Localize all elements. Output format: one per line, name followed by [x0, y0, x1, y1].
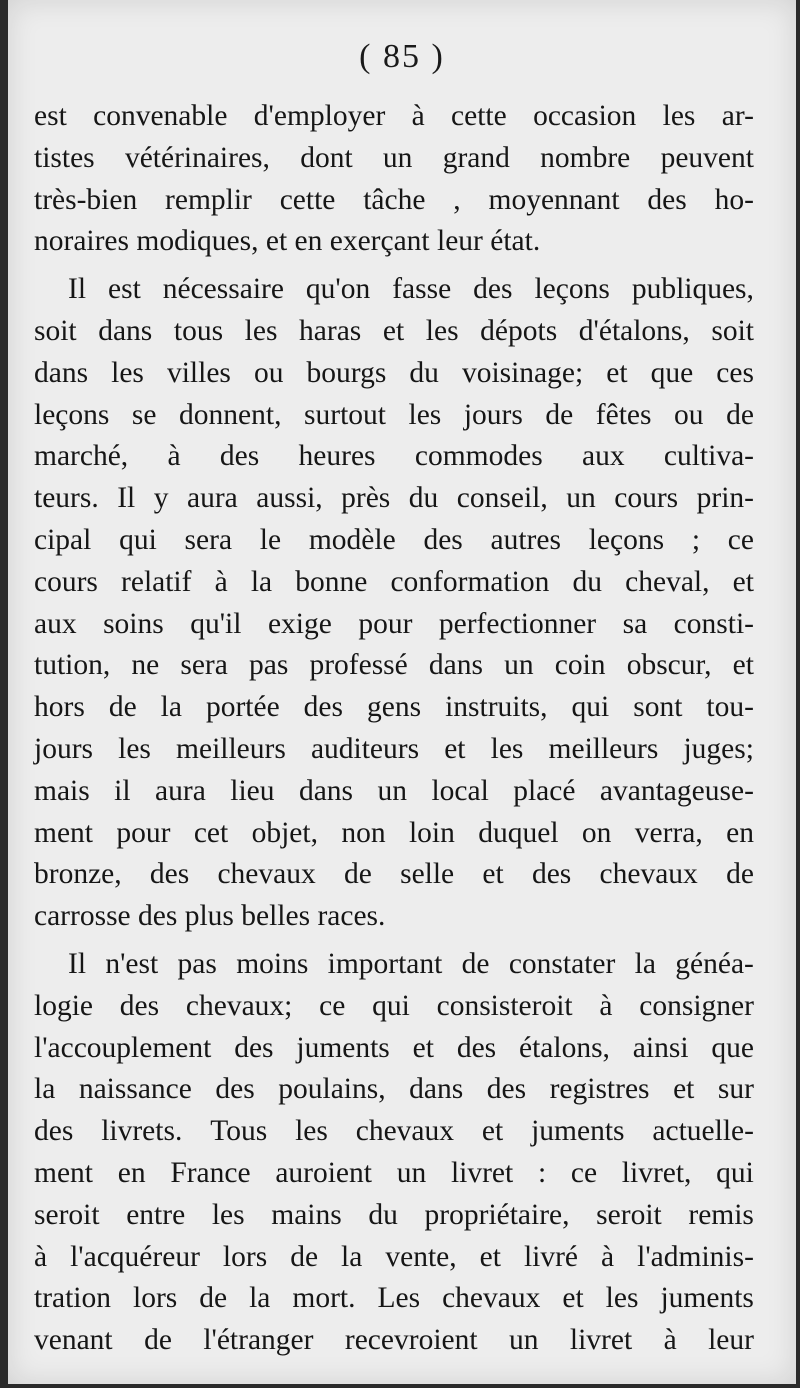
- word: les: [111, 356, 144, 389]
- word: de: [461, 947, 490, 980]
- word: est: [108, 273, 141, 306]
- word: nombre: [540, 141, 631, 174]
- text-line: carrosse des plus belles races.: [34, 900, 386, 933]
- word: des: [303, 691, 343, 724]
- word: marché,: [34, 440, 129, 473]
- word: les: [118, 732, 151, 765]
- word: les: [295, 1115, 328, 1148]
- text-line: [34, 944, 754, 986]
- word: hors: [34, 691, 85, 724]
- word: tâche: [363, 183, 426, 216]
- word: occasion: [533, 100, 637, 132]
- word: voisinage;: [461, 356, 584, 389]
- word: non: [341, 816, 386, 849]
- word: soit: [34, 314, 77, 347]
- word: ho-: [714, 183, 754, 216]
- word: Il: [117, 482, 136, 515]
- word: du: [368, 1198, 398, 1231]
- word: grand: [442, 141, 510, 174]
- word: portée: [205, 691, 280, 724]
- text-line: [34, 1237, 754, 1279]
- word: étalons,: [519, 1031, 610, 1064]
- word: et: [479, 1240, 501, 1273]
- word: le: [259, 523, 282, 556]
- word: mais: [34, 774, 90, 807]
- text-line: [34, 604, 754, 646]
- word: en: [726, 816, 754, 849]
- word: l'adminis-: [637, 1240, 754, 1273]
- word: jours: [463, 398, 523, 431]
- word: juments: [660, 1282, 754, 1315]
- word: lieu: [230, 774, 275, 807]
- word: villes: [166, 356, 231, 389]
- word: un: [508, 1324, 539, 1357]
- word: objet,: [251, 816, 318, 849]
- word: propriétaire,: [424, 1198, 570, 1231]
- word: placé: [513, 774, 576, 807]
- text-line: [34, 395, 754, 437]
- word: remplir: [165, 183, 252, 216]
- word: naissance: [78, 1073, 192, 1106]
- word: des: [456, 1031, 497, 1064]
- word: ce: [319, 989, 346, 1022]
- word: un: [382, 141, 413, 174]
- word: heures: [298, 440, 376, 473]
- word: aura: [187, 482, 238, 515]
- word: seroit: [34, 1198, 100, 1231]
- word: et: [482, 858, 504, 891]
- word: aux: [581, 440, 625, 473]
- word: vétérinaires,: [124, 141, 270, 174]
- word: des: [34, 1115, 74, 1148]
- word: entre: [126, 1198, 186, 1231]
- word: qui: [119, 523, 157, 556]
- word: selle: [400, 858, 455, 891]
- word: du: [572, 565, 603, 598]
- word: ou: [253, 356, 284, 389]
- text-line: [34, 180, 754, 222]
- word: juges;: [683, 732, 754, 765]
- word: de: [108, 691, 137, 724]
- word: du: [409, 356, 439, 389]
- word: dans: [298, 774, 354, 807]
- word: bonne: [295, 565, 368, 598]
- word: n'est: [105, 947, 159, 980]
- word: un: [396, 1156, 427, 1189]
- word: l'acquéreur: [70, 1240, 200, 1273]
- word: des: [219, 440, 260, 473]
- word: du: [408, 482, 439, 515]
- word: et: [444, 732, 466, 765]
- word: dans: [428, 649, 483, 682]
- word: France: [170, 1156, 251, 1189]
- word: meilleurs: [548, 732, 659, 765]
- word: mort.: [292, 1282, 356, 1315]
- word: les: [408, 398, 442, 431]
- word: consti-: [673, 607, 754, 640]
- text-line: [34, 478, 754, 520]
- word: se: [131, 398, 157, 431]
- word: des: [647, 183, 687, 216]
- word: prin-: [696, 482, 754, 515]
- text-line: [34, 1320, 754, 1362]
- word: ces: [716, 356, 754, 389]
- text-line: [34, 687, 754, 729]
- word: aussi,: [256, 482, 323, 515]
- word: dans: [409, 1073, 464, 1106]
- word: donnent,: [179, 398, 282, 431]
- word: fasse: [392, 273, 452, 306]
- word: livret: [450, 1156, 514, 1189]
- word: teurs.: [34, 482, 99, 515]
- word: venant: [34, 1324, 113, 1357]
- word: auroient: [275, 1156, 372, 1189]
- word: bourgs: [306, 356, 387, 389]
- word: remis: [688, 1198, 754, 1231]
- word: cette: [279, 183, 336, 216]
- word: soit: [711, 314, 754, 347]
- word: verra,: [634, 816, 703, 849]
- word: lors: [222, 1240, 268, 1273]
- text-line: [34, 1153, 754, 1195]
- word: recevroient: [344, 1324, 478, 1357]
- word: un: [504, 649, 534, 682]
- word: chevaux: [442, 1282, 541, 1315]
- word: à: [34, 1240, 48, 1273]
- word: tous: [173, 314, 224, 347]
- word: livret: [569, 1324, 633, 1357]
- word: dans: [34, 356, 89, 389]
- word: la: [250, 565, 273, 598]
- word: local: [431, 774, 489, 807]
- word: à: [601, 1240, 615, 1273]
- word: peuvent: [660, 141, 754, 174]
- word: pour: [358, 607, 413, 640]
- word: chevaux: [599, 858, 698, 891]
- text-line: [34, 269, 754, 311]
- text-line: [34, 1278, 754, 1320]
- word: meilleurs: [176, 732, 286, 765]
- word: un: [377, 774, 407, 807]
- body-text: [34, 96, 754, 1362]
- word: il: [114, 774, 131, 807]
- word: et: [562, 1282, 584, 1315]
- word: loin: [408, 816, 455, 849]
- word: des: [234, 1031, 274, 1064]
- word: autres: [490, 523, 561, 556]
- word: des: [215, 1073, 255, 1106]
- text-line: [34, 645, 754, 687]
- word: perfectionner: [438, 607, 597, 640]
- word: la: [34, 1073, 56, 1106]
- word: à: [214, 565, 228, 598]
- word: leçons: [534, 273, 610, 306]
- word: chevaux: [355, 1115, 455, 1148]
- word: l'étranger: [203, 1324, 314, 1357]
- word: chevaux: [217, 858, 316, 891]
- word: obscur,: [626, 649, 712, 682]
- word: des: [119, 989, 160, 1022]
- word: tou-: [706, 691, 754, 724]
- word: surtout: [304, 398, 386, 431]
- word: aux: [34, 607, 77, 640]
- word: très-bien: [34, 183, 138, 216]
- word: en: [117, 1156, 146, 1189]
- word: :: [537, 1156, 547, 1189]
- word: généa-: [675, 947, 754, 980]
- word: de: [199, 1282, 228, 1315]
- word: sera: [184, 523, 233, 556]
- word: ainsi: [632, 1031, 689, 1064]
- text-line: noraires modiques, et en exerçant leur état.: [34, 225, 541, 258]
- word: important: [327, 947, 443, 980]
- word: commodes: [414, 440, 543, 473]
- word: constater: [508, 947, 616, 980]
- word: de: [545, 398, 574, 431]
- word: des: [473, 273, 513, 306]
- word: ne: [131, 649, 160, 682]
- text-line: [34, 1069, 754, 1111]
- text-line: [34, 520, 754, 562]
- word: bronze,: [34, 858, 122, 891]
- word: près: [341, 482, 391, 515]
- word: qu'il: [190, 607, 242, 640]
- word: cours: [34, 565, 98, 598]
- word: jours: [34, 732, 93, 765]
- word: tration: [34, 1282, 112, 1315]
- word: et: [732, 565, 754, 598]
- text-line: [34, 986, 754, 1028]
- word: duquel: [478, 816, 559, 849]
- word: sa: [622, 607, 648, 640]
- word: et: [732, 649, 754, 682]
- word: on: [581, 816, 612, 849]
- word: publiques,: [631, 273, 754, 306]
- word: sur: [717, 1073, 754, 1106]
- word: actuelle-: [652, 1115, 754, 1148]
- word: tution,: [34, 649, 111, 682]
- word: que: [650, 356, 694, 389]
- word: conformation: [390, 565, 550, 598]
- word: leçons: [34, 398, 110, 431]
- word: des: [486, 1073, 527, 1106]
- text-line: [34, 854, 754, 896]
- word: auditeurs: [310, 732, 420, 765]
- word: registres: [549, 1073, 650, 1106]
- word: la: [249, 1282, 271, 1315]
- word: cheval,: [625, 565, 710, 598]
- word: ar-: [721, 100, 754, 132]
- word: et: [412, 1031, 434, 1064]
- word: leur: [708, 1324, 754, 1357]
- text-line: [34, 353, 754, 395]
- word: pas: [248, 649, 289, 682]
- word: professé: [309, 649, 408, 682]
- word: moyennant: [488, 183, 620, 216]
- word: de: [726, 858, 754, 891]
- word: mains: [271, 1198, 342, 1231]
- word: haras: [299, 314, 362, 347]
- word: livrets.: [101, 1115, 183, 1148]
- word: coin: [554, 649, 606, 682]
- word: les: [244, 314, 278, 347]
- word: sera: [180, 649, 228, 682]
- word: leçons: [588, 523, 665, 556]
- word: pas: [177, 947, 217, 980]
- word: sont: [633, 691, 683, 724]
- word: la: [160, 691, 182, 724]
- word: dépots: [480, 314, 558, 347]
- text-line: [34, 1028, 754, 1070]
- word: logie: [34, 989, 93, 1022]
- text-line: [34, 138, 754, 180]
- word: fêtes: [595, 398, 652, 431]
- word: soins: [103, 607, 164, 640]
- word: Il: [68, 947, 87, 980]
- word: pour: [116, 816, 171, 849]
- word: conseil,: [456, 482, 548, 515]
- word: Tous: [210, 1115, 268, 1148]
- word: ment: [34, 816, 93, 849]
- word: ;: [691, 523, 701, 556]
- word: à: [663, 1324, 677, 1357]
- word: de: [726, 398, 754, 431]
- word: nécessaire: [162, 273, 284, 306]
- word: qui: [372, 989, 410, 1022]
- word: et: [606, 356, 628, 389]
- word: et: [673, 1073, 695, 1106]
- word: gens: [367, 691, 422, 724]
- book-page: [8, 0, 796, 1384]
- word: ce: [727, 523, 754, 556]
- text-line: [34, 1195, 754, 1237]
- word: exige: [267, 607, 332, 640]
- word: un: [566, 482, 596, 515]
- page-number: ( 85 ): [359, 38, 445, 75]
- word: ment: [34, 1156, 93, 1189]
- word: seroit: [596, 1198, 662, 1231]
- word: des: [423, 523, 463, 556]
- word: poulains,: [278, 1073, 386, 1106]
- word: les: [605, 1282, 639, 1315]
- word: convenable: [93, 100, 228, 132]
- word: la: [341, 1240, 363, 1273]
- word: à: [599, 989, 613, 1022]
- word: est: [34, 100, 67, 132]
- word: de: [290, 1240, 319, 1273]
- word: aura: [155, 774, 206, 807]
- word: les: [425, 314, 459, 347]
- word: Les: [377, 1282, 421, 1315]
- word: livret,: [621, 1156, 692, 1189]
- word: les: [211, 1198, 245, 1231]
- word: qu'on: [305, 273, 371, 306]
- word: vente,: [385, 1240, 457, 1273]
- word: cipal: [34, 523, 92, 556]
- word: la: [634, 947, 656, 980]
- word: tistes: [34, 141, 95, 174]
- word: ce: [570, 1156, 598, 1189]
- word: d'étalons,: [578, 314, 690, 347]
- word: l'accouplement: [34, 1031, 212, 1064]
- word: dont: [300, 141, 353, 174]
- word: livré: [523, 1240, 579, 1273]
- text-line: [34, 729, 754, 771]
- word: les: [662, 100, 696, 132]
- text-line: [34, 813, 754, 855]
- word: avantageuse-: [599, 774, 754, 807]
- text-line: [34, 311, 754, 353]
- word: juments: [296, 1031, 390, 1064]
- word: des: [149, 858, 190, 891]
- paragraph-3: [34, 944, 754, 1362]
- word: qui: [571, 691, 610, 724]
- word: des: [531, 858, 572, 891]
- word: de: [144, 1324, 172, 1357]
- word: que: [711, 1031, 754, 1064]
- word: ou: [674, 398, 704, 431]
- word: cet: [193, 816, 229, 849]
- word: à: [411, 100, 425, 132]
- word: cultiva-: [663, 440, 754, 473]
- word: d'employer: [253, 100, 386, 132]
- word: chevaux;: [185, 989, 293, 1022]
- text-line: [34, 1111, 754, 1153]
- word: y: [153, 482, 169, 515]
- word: et: [382, 314, 405, 347]
- text-line: [34, 771, 754, 813]
- word: consigner: [639, 989, 754, 1022]
- word: qui: [716, 1156, 754, 1189]
- word: instruits,: [445, 691, 548, 724]
- word: juments: [531, 1115, 625, 1148]
- word: moins: [236, 947, 309, 980]
- word: relatif: [121, 565, 192, 598]
- text-line: [34, 96, 754, 138]
- text-line: [34, 436, 754, 478]
- word: les: [490, 732, 524, 765]
- word: Il: [68, 273, 87, 306]
- text-line: [34, 562, 754, 604]
- word: dans: [98, 314, 153, 347]
- paragraph-2: [34, 269, 754, 938]
- word: à: [167, 440, 181, 473]
- word: consisteroit: [436, 989, 573, 1022]
- word: de: [344, 858, 372, 891]
- word: ,: [453, 183, 461, 216]
- paragraph-1: [34, 96, 754, 263]
- word: cours: [614, 482, 679, 515]
- word: modèle: [308, 523, 396, 556]
- word: et: [481, 1115, 504, 1148]
- word: lors: [133, 1282, 178, 1315]
- word: cette: [451, 100, 507, 132]
